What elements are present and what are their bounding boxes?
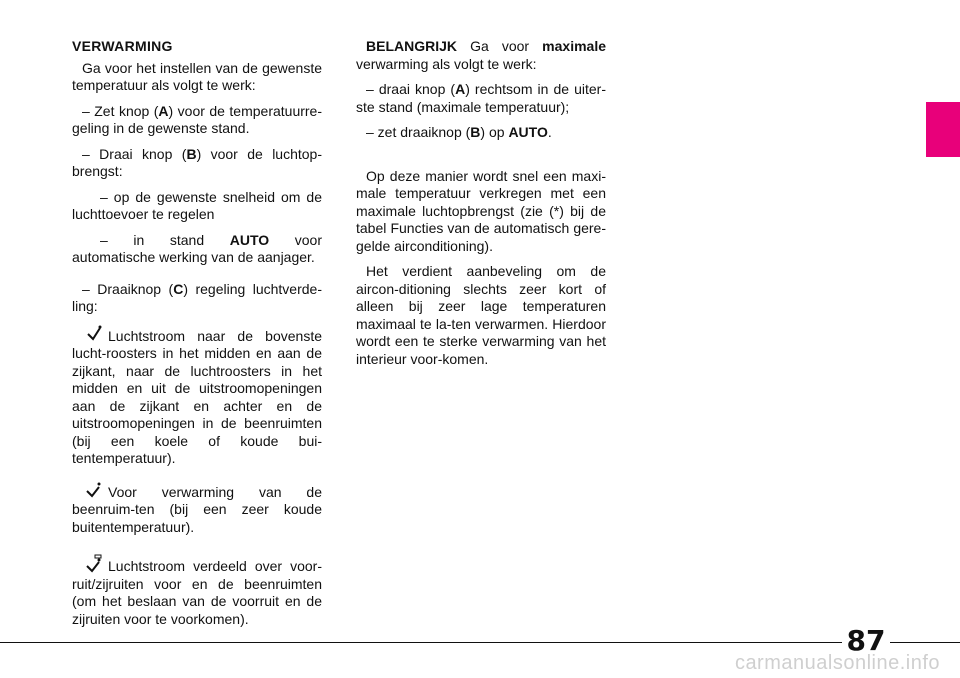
air-upper-vents-icon: [84, 324, 104, 344]
step-knob-a: – Zet knop (A) voor de temperatuurre-geling in de gewenste stand.: [72, 102, 322, 136]
sub-step-auto: – in stand AUTO voor automatische werking van de aanjager.: [72, 231, 322, 265]
page-number: 87: [842, 626, 890, 656]
knob-c-label: C: [173, 280, 184, 297]
step-knob-b: – Draai knop (B) voor de luchtop-brengst:: [72, 145, 322, 179]
knob-b-label: B: [186, 145, 197, 162]
distribution-upper: Luchtstroom naar de bovenste lucht-roosters in het midden en aan de zijkant, naar de luchtroosters in het midden en uit de uitstroomopeningen aan de zijkant en achter en de uitstroomopeningen in de beenruimten (bij een koele of koude bui-tentemperatuur).: [72, 324, 322, 468]
result-paragraph: Op deze manier wordt snel een maxi-male temperatuur verkregen met een maximale luchtopbrengst (zie (*) bij de tabel Functies van de automatisch gere-gelde airconditioning).: [356, 167, 606, 254]
watermark: carmanualsonline.info: [734, 652, 940, 674]
max-step-1: – draai knop (A) rechtsom in de uiter-ste stand (maximale temperatuur);: [356, 81, 606, 115]
max-step-2: – zet draaiknop (B) op AUTO.: [366, 124, 552, 140]
air-windscreen-footwell-icon: [84, 554, 104, 574]
intro-paragraph: Ga voor het instellen van de gewenste temperatuur als volgt te werk:: [72, 59, 322, 93]
air-footwell-icon: [84, 480, 104, 500]
sub-step-speed: – op de gewenste snelheid om de luchttoevoer te regelen: [72, 188, 322, 222]
step-knob-c: – Draaiknop (C) regeling luchtverde-ling:: [72, 280, 322, 314]
distribution-windscreen: Luchtstroom verdeeld over voor-ruit/zijruiten voor en de beenruimten (om het beslaan van de voorruit en de zijruiten voor te voorkomen).: [72, 554, 322, 628]
important-label: BELANGRIJK: [366, 38, 458, 54]
footer-rule: [0, 642, 960, 643]
important-paragraph: BELANGRIJK Ga voor maximale verwarming als volgt te werk:: [356, 38, 606, 72]
section-heading: VERWARMING: [72, 38, 173, 54]
chapter-tab-marker: [926, 102, 960, 157]
distribution-footwell: Voor verwarming van de beenruim-ten (bij een zeer koude buitentemperatuur).: [72, 480, 322, 537]
advice-paragraph: Het verdient aanbeveling om de aircon-ditioning slechts zeer kort of alleen bij zeer lage temperaturen maximaal te la-ten verwarmen. Hierdoor wordt een te sterke verwarming van het interieur voor-komen.: [356, 263, 606, 367]
left-column: [72, 38, 322, 636]
auto-label: AUTO: [229, 231, 270, 248]
right-column: [356, 38, 606, 376]
knob-a-label: A: [158, 102, 169, 119]
